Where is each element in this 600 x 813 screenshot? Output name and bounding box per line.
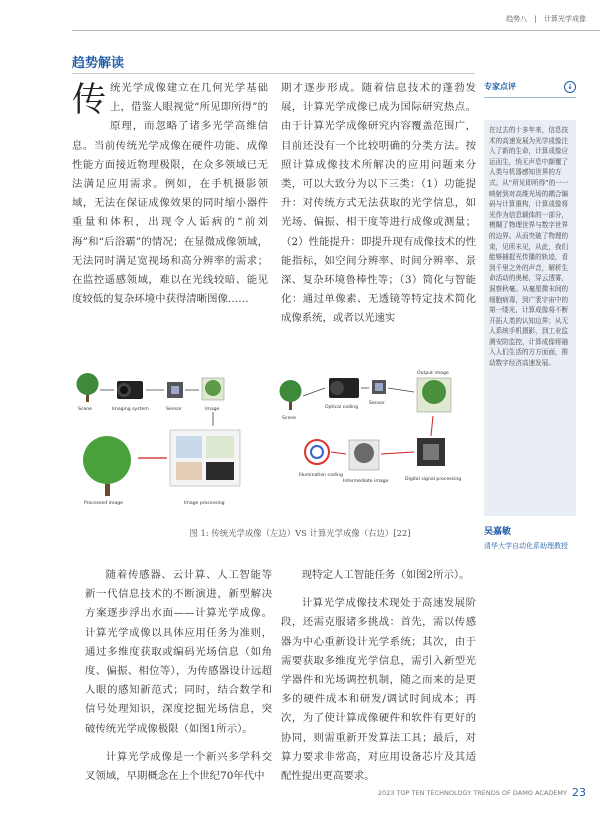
sensor-chip-icon [167,382,183,398]
label-output-image: Output image [417,371,449,376]
paragraph: 随着传感器、云计算、人工智能等新一代信息技术的不断演进，新型解决方案逐步浮出水面——计算光学成像。计算光学成像以具体应用任务为准则，通过多维度获取或编码光场信息（如角度、偏振、相位等），为传感器设计远超人眼的感知新范式；同时，结合数学和信号处理知识，深度挖掘光场信息，突破传统光学成像极限（如图1所示）。 [85,569,272,735]
intro-column-2 [281,79,476,329]
paragraph: 计算光学成像技术现处于高速发展阶段，还需克服诸多挑战：首先，需以传感器为中心重新设计光学系统；其次，由于需要获取多维度光学信息，需引入新型光学器件和光场调控机制，随之而来的是更多的硬件成本和研发/调试时间成本；再次，为了使计算成像硬件和软件有更好的协同，则需重新开发算法工具；最后，对算力要求非常高，对应用设备芯片及其适配性提出更高要求。 [281,597,476,783]
intro-text-1: 统光学成像建立在几何光学基础上，借鉴人眼视觉“所见即所得”的原理，而忽略了诸多光学高维信息。当前传统光学成像在硬件功能、成像性能方面接近物理极限，在众多领域已无法满足应用需求。例如，在手机摄影领域，无法在保证成像效果的同时缩小器件重量和体积，出现令人诟病的“前刘海”和“后浴霸”的情况；在显微成像领域，无法同时满足宽视场和高分辨率的需求；在监控遥感领域，难以在光线较暗、能见度较低的复杂环境中获得清晰图像…… [72,82,268,306]
illumination-coding-ring [305,440,329,464]
scene-tree-icon [280,380,302,410]
download-icon[interactable]: ↓ [564,81,576,93]
figure-1 [72,364,475,516]
label-scene: Scene [282,416,297,421]
header-section: 趋势八 [506,15,528,23]
page-footer [378,786,586,799]
image-thumbnail [202,378,224,400]
intermediate-image-thumbnail [349,440,379,470]
digital-signal-processing-chip [417,438,445,466]
header-rule [72,30,600,31]
processed-tree-icon [83,436,131,496]
intro-column-1 [72,79,268,309]
section-title: 趋势解读 [72,56,125,71]
label-sensor: Sensor [166,407,182,412]
sidebar-affiliation: 清华大学自动化系助理教授 [484,542,568,550]
label-processed-image: Processed image [84,501,123,506]
label-illumination-coding: Illumination coding [299,473,343,478]
body-column-3 [85,566,272,795]
paragraph: 现特定人工智能任务（如图2所示）。 [301,569,470,581]
sidebar-header [484,76,576,98]
label-imaging-system: Imaging system [112,407,149,412]
sidebar-heading: 专家点评 [484,82,516,91]
drop-cap: 传 [72,80,106,120]
sidebar-commentary: 在过去的十多年来，信息技术的高速发展为光学成像注入了新的生命，计算成像应运而生，悄无声息中颠覆了人类与机器感知世界的方式。从“所见即所得”的一一映射到对高维光场的耦合编码与计算重构，计算成像将光作为信息载体的一部分，模糊了物理世界与数字世界的边界。从而突破了物理的束，见所未见，从此，我们能够捕捉光传播的轨迹，看到千里之外的声音，解析生命活动的奥秘，穿云透雾，洞察秋毫。从毫厘微末间的细胞病毒，到广袤宇宙中的第一缕光，计算成像将不断开拓人类的认知边界；从无人系统手机摄影，到工业监测安防监控，计算成像将融入人们生活的方方面面，推动数字经济高速发展。 [484,120,576,516]
label-image: Image [205,407,220,412]
scene-tree-icon [77,373,99,402]
traditional-imaging-diagram [72,364,272,516]
output-image-thumbnail [417,378,451,412]
expert-commentary-sidebar [484,76,576,596]
footer-text: 2023 TOP TEN TECHNOLOGY TRENDS OF DAMO ACADEMY [377,788,567,797]
sidebar-author: 吴嘉敏 [484,527,512,537]
section-rule [72,73,475,74]
label-digital-signal-processing: Digital signal processing [405,477,462,482]
image-processing-collage [170,430,240,486]
optical-coding-camera-icon [329,378,359,398]
body-column-4 [281,566,476,795]
figure-caption: 图 1: 传统光学成像（左边）VS 计算光学成像（右边）[22] [189,528,411,538]
paragraph: 计算光学成像是一个新兴多学科交叉领域，早期概念在上个世纪70年代中 [85,750,272,783]
label-scene: Scene [78,407,93,412]
label-sensor: Sensor [369,401,385,406]
label-intermediate-image: Intermediate image [343,479,389,484]
computational-imaging-diagram [277,364,475,516]
page-number: 23 [572,786,586,799]
label-image-processing: Image processing [184,501,225,506]
intro-text-2: 期才逐步形成。随着信息技术的蓬勃发展，计算光学成像已成为国际研究热点。由于计算光学成像研究内容覆盖范围广，目前还没有一个比较明确的分类方法。按照计算成像技术所解决的应用问题来分类，可以大致分为以下三类：（1）功能提升：对传统方式无法获取的光学信息，如光场、偏振、相干度等进行成像或测量；（2）性能提升：即提升现有成像技术的性能指标，如空间分辨率、时间分辨率、景深、复杂环境鲁棒性等；（3）简化与智能化：通过单像素、无透镜等特定技术简化成像系统，或者以光速实 [281,82,476,325]
sensor-chip-icon [372,380,386,394]
page-header: 趋势八 | 计算光学成像 [506,15,586,23]
header-topic: 计算光学成像 [544,15,586,23]
label-optical-coding: Optical coding [325,405,359,410]
camera-icon [117,381,143,399]
